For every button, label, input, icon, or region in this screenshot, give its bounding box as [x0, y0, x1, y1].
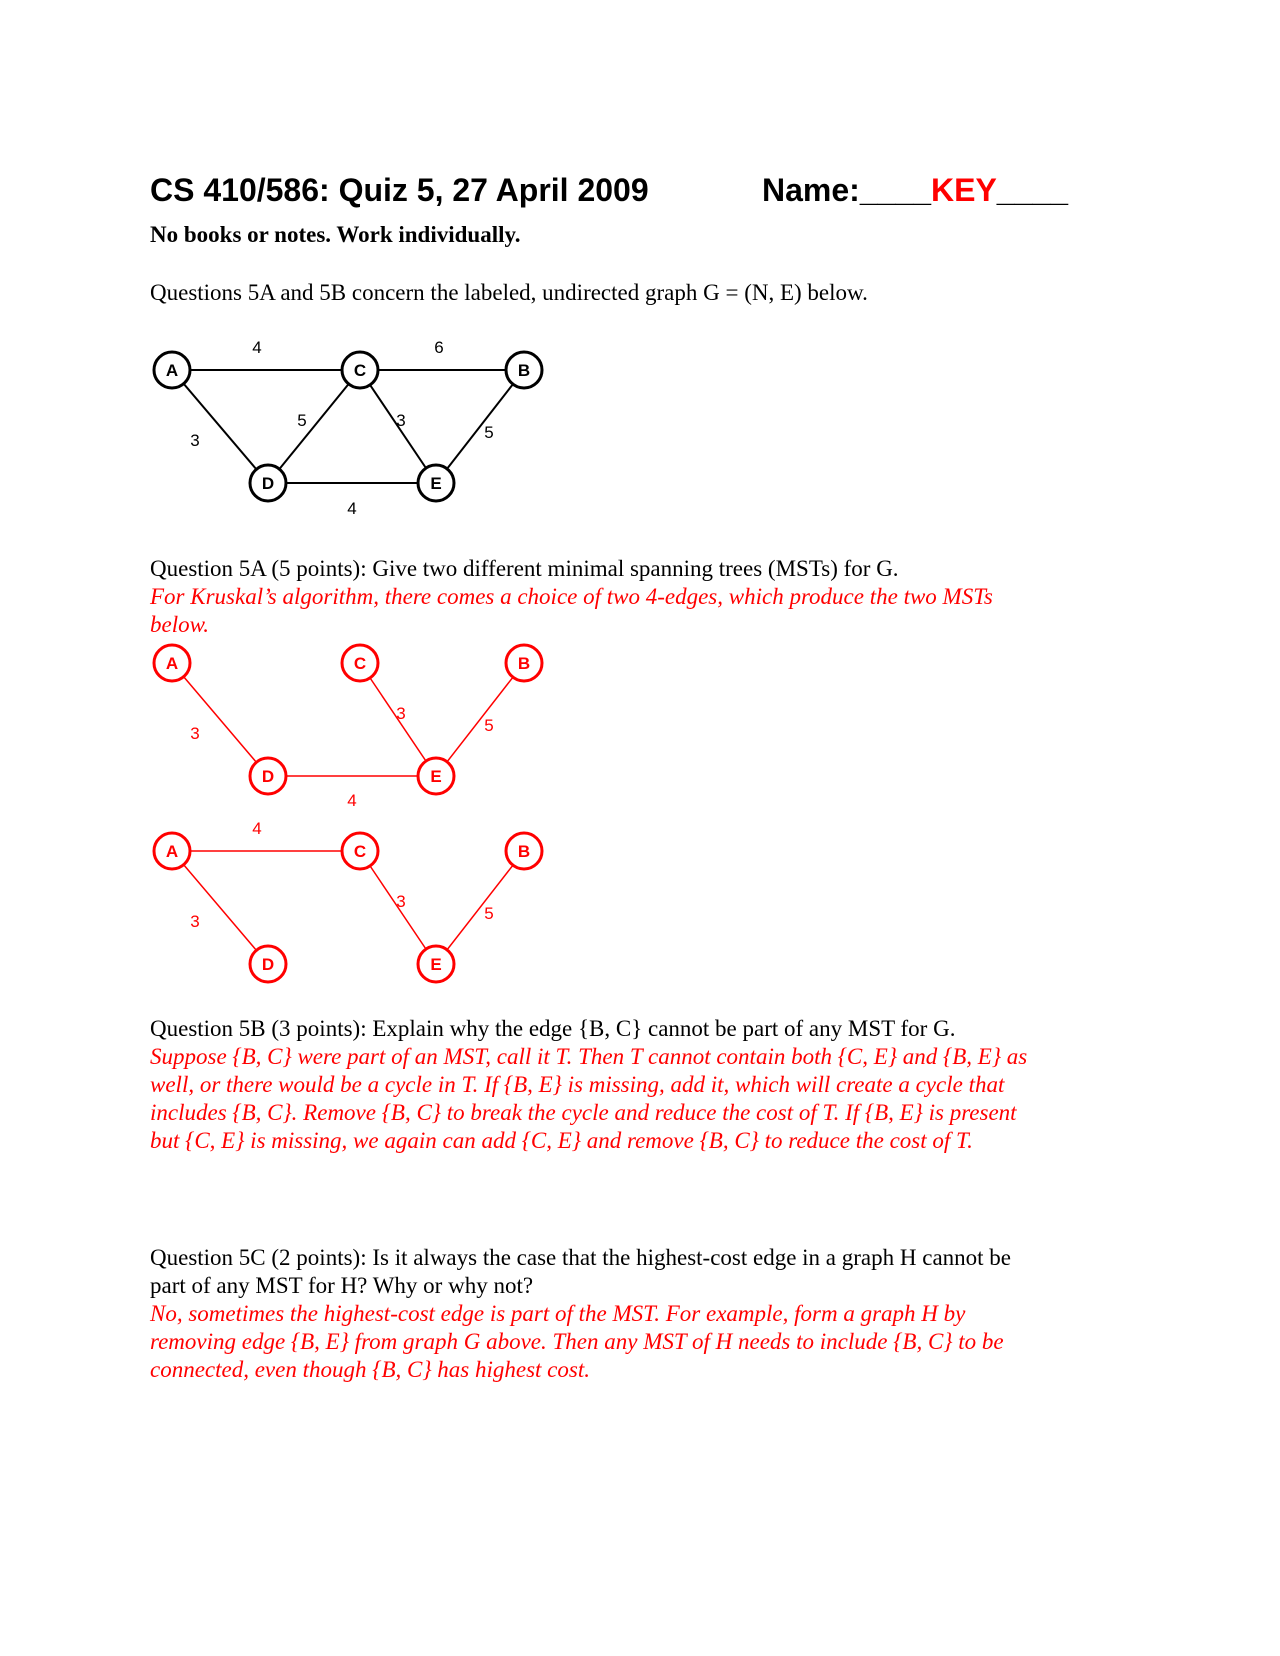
page-title: CS 410/586: Quiz 5, 27 April 2009: [150, 172, 649, 208]
edge-weight: 3: [190, 912, 200, 931]
node-label: E: [430, 474, 442, 493]
graph-g: [0, 330, 600, 520]
edge-a-d: [172, 663, 268, 776]
edge-weight: 3: [396, 411, 406, 430]
node-label: D: [261, 767, 275, 786]
answer-5b-line: but {C, E} is missing, we again can add {C, E} and remove {B, C} to reduce the cost of T.: [150, 1128, 973, 1153]
answer-5a-line: below.: [150, 612, 209, 637]
question-5a: Question 5A (5 points): Give two different minimal spanning trees (MSTs) for G.: [150, 556, 899, 581]
node-label: C: [353, 361, 367, 380]
edge-c-d: [268, 370, 360, 483]
node-label: A: [165, 361, 179, 380]
name-field: [762, 172, 1068, 209]
node-label: B: [517, 842, 531, 861]
question-5c-line: part of any MST for H? Why or why not?: [150, 1273, 534, 1298]
edge-weight: 3: [190, 724, 200, 743]
node-label: C: [353, 654, 367, 673]
edge-b-e: [436, 663, 524, 776]
edge-weight: 4: [252, 338, 262, 357]
edge-weight: 4: [347, 791, 357, 810]
instructions: No books or notes. Work individually.: [150, 222, 521, 247]
name-label: Name:____: [762, 172, 931, 208]
edge-weight: 6: [434, 338, 444, 357]
edge-a-d: [172, 851, 268, 964]
answer-5b-line: Suppose {B, C} were part of an MST, call it T. Then T cannot contain both {C, E} and {B, E} as: [150, 1044, 1028, 1069]
edge-weight: 5: [484, 904, 494, 923]
node-label: B: [517, 654, 531, 673]
node-label: D: [261, 955, 275, 974]
edge-weight: 4: [252, 819, 262, 838]
answer-5b-line: well, or there would be a cycle in T. If {B, E} is missing, add it, which will create a cycle that: [150, 1072, 1005, 1097]
node-label: A: [165, 842, 179, 861]
edge-weight: 5: [484, 423, 494, 442]
edge-weight: 3: [190, 431, 200, 450]
question-5b: Question 5B (3 points): Explain why the edge {B, C} cannot be part of any MST for G.: [150, 1016, 956, 1041]
edge-weight: 4: [347, 499, 357, 518]
edge-weight: 3: [396, 704, 406, 723]
answer-5b-line: includes {B, C}. Remove {B, C} to break the cycle and reduce the cost of T. If {B, E} is present: [150, 1100, 1017, 1125]
edge-weight: 5: [297, 411, 307, 430]
node-label: A: [165, 654, 179, 673]
edge-a-d: [172, 370, 268, 483]
node-label: B: [517, 361, 531, 380]
name-value: KEY: [931, 172, 997, 208]
edge-weight: 3: [396, 892, 406, 911]
mst-2-diagram: [0, 810, 600, 990]
answer-5a-line: For Kruskal’s algorithm, there comes a choice of two 4-edges, which produce the two MSTs: [150, 584, 993, 609]
name-trailer: ____: [996, 172, 1068, 208]
node-label: D: [261, 474, 275, 493]
answer-5c-line: No, sometimes the highest-cost edge is part of the MST. For example, form a graph H by: [150, 1301, 966, 1326]
node-label: C: [353, 842, 367, 861]
edge-weight: 5: [484, 716, 494, 735]
mst-1-diagram: [0, 640, 600, 810]
edge-b-e: [436, 851, 524, 964]
answer-5c-line: removing edge {B, E} from graph G above. Then any MST of H needs to include {B, C} to be: [150, 1329, 1004, 1354]
node-label: E: [430, 955, 442, 974]
question-5c-line: Question 5C (2 points): Is it always the case that the highest-cost edge in a graph H cannot be: [150, 1245, 1012, 1270]
node-label: E: [430, 767, 442, 786]
intro-text: Questions 5A and 5B concern the labeled, undirected graph G = (N, E) below.: [150, 280, 868, 305]
edge-b-e: [436, 370, 524, 483]
answer-5c-line: connected, even though {B, C} has highest cost.: [150, 1357, 590, 1382]
